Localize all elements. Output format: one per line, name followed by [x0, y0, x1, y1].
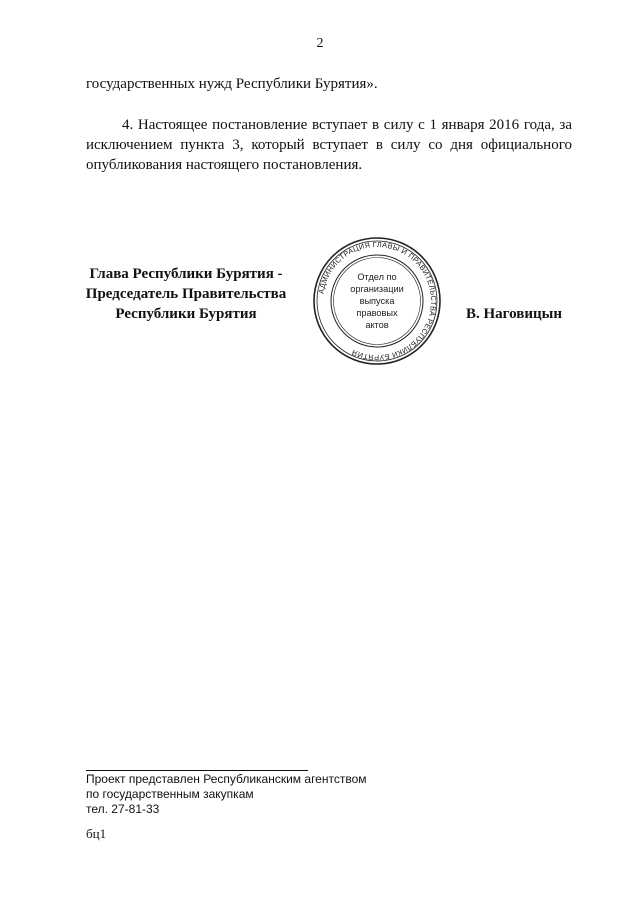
signature-title-line-3: Республики Бурятия [115, 306, 257, 322]
footer-line-3: тел. 27-81-33 [86, 802, 160, 816]
seal-ring-text: АДМИНИСТРАЦИЯ ГЛАВЫ И ПРАВИТЕЛЬСТВА РЕСПУБЛИКИ БУРЯТИЯ [316, 239, 439, 363]
page-number: 2 [316, 36, 324, 51]
signature-title-line-2: Председатель Правительства [85, 286, 287, 302]
signature-name: В. Наговицын [466, 306, 562, 322]
paragraph-4-line-1: 4. Настоящее постановление вступает в силу с 1 января 2016 года, за [122, 117, 572, 133]
seal-center-line-2: организации [350, 284, 404, 294]
seal-center-line-3: выпуска [359, 296, 395, 306]
continuation-line: государственных нужд Республики Бурятия». [86, 76, 378, 92]
footer-line-2: по государственным закупкам [86, 787, 254, 801]
official-seal [312, 236, 442, 366]
footer-code: бц1 [86, 826, 107, 841]
paragraph-4-line-3: опубликования настоящего постановления. [86, 157, 363, 173]
seal-center-line-4: правовых [356, 308, 398, 318]
seal-center-line-1: Отдел по [357, 272, 397, 282]
footer-rule [86, 770, 308, 771]
seal-center-line-5: актов [365, 320, 389, 330]
paragraph-4-line-2: исключением пункта 3, который вступает в силу со дня официального [86, 137, 572, 153]
signature-title-line-1: Глава Республики Бурятия - [89, 266, 283, 282]
signature-title [80, 264, 292, 324]
footer-line-1: Проект представлен Республиканским агентством [86, 772, 367, 786]
